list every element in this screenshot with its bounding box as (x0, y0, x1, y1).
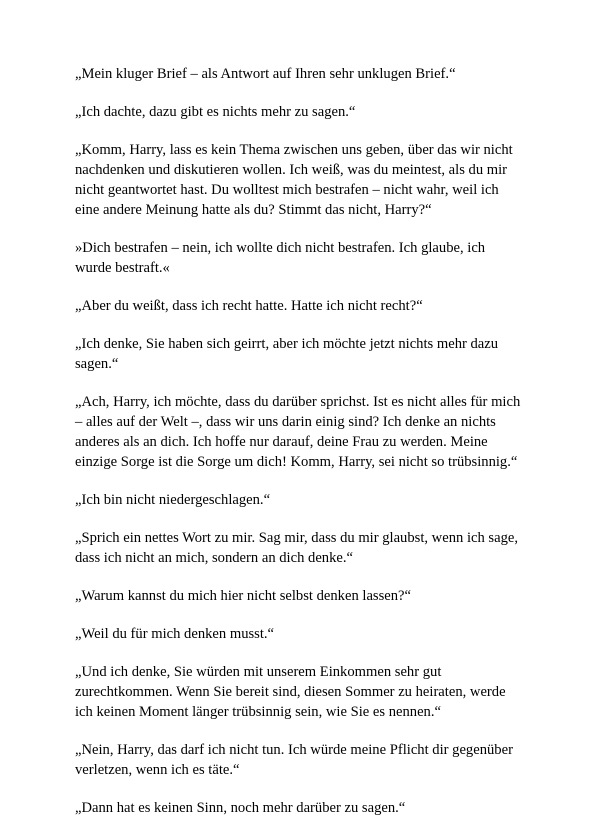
text-line: „Aber du weißt, dass ich recht hatte. Hatte ich nicht recht?“ (75, 298, 423, 314)
text-line: nachdenken und diskutieren wollen. Ich weiß, was du meintest, als du mir (75, 162, 508, 178)
paragraph-9 (75, 528, 545, 568)
text-line: eine andere Meinung hatte als du? Stimmt das nicht, Harry?“ (75, 202, 432, 218)
text-line: „Und ich denke, Sie würden mit unserem Einkommen sehr gut (75, 664, 442, 680)
paragraph-7 (75, 392, 545, 472)
paragraph-1 (75, 64, 545, 84)
paragraph-12 (75, 662, 545, 722)
text-line: »Dich bestrafen – nein, ich wollte dich nicht bestrafen. Ich glaube, ich (75, 240, 486, 256)
text-line: „Sprich ein nettes Wort zu mir. Sag mir, dass du mir glaubst, wenn ich sage, (75, 530, 518, 546)
paragraph-3 (75, 140, 545, 220)
text-line: „Nein, Harry, das darf ich nicht tun. Ich würde meine Pflicht dir gegenüber (75, 742, 513, 758)
paragraph-6 (75, 334, 545, 374)
text-line: ich keinen Moment länger trübsinnig sein, wie Sie es nennen.“ (75, 704, 441, 720)
paragraph-2 (75, 102, 545, 122)
text-line: „Warum kannst du mich hier nicht selbst denken lassen?“ (75, 588, 412, 604)
text-line: „Ich dachte, dazu gibt es nichts mehr zu sagen.“ (75, 104, 356, 120)
paragraph-11 (75, 624, 545, 644)
text-line: „Mein kluger Brief – als Antwort auf Ihren sehr unklugen Brief.“ (75, 66, 456, 82)
paragraph-14 (75, 798, 545, 818)
text-line: zurechtkommen. Wenn Sie bereit sind, diesen Sommer zu heiraten, werde (75, 684, 506, 700)
document-page (75, 64, 545, 836)
text-line: „Ach, Harry, ich möchte, dass du darüber sprichst. Ist es nicht alles für mich (75, 394, 521, 410)
text-line: „Weil du für mich denken musst.“ (75, 626, 275, 642)
text-line: wurde bestraft.« (75, 260, 170, 276)
text-line: nicht geantwortet hast. Du wolltest mich bestrafen – nicht wahr, weil ich (75, 182, 499, 198)
text-line: einzige Sorge ist die Sorge um dich! Komm, Harry, sei nicht so trübsinnig.“ (75, 454, 518, 470)
text-line: „Ich bin nicht niedergeschlagen.“ (75, 492, 271, 508)
text-line: verletzen, wenn ich es täte.“ (75, 762, 240, 778)
text-line: „Dann hat es keinen Sinn, noch mehr darüber zu sagen.“ (75, 800, 406, 816)
paragraph-13 (75, 740, 545, 780)
text-line: anderes als an dich. Ich hoffe nur darauf, deine Frau zu werden. Meine (75, 434, 488, 450)
paragraph-5 (75, 296, 545, 316)
paragraph-4 (75, 238, 545, 278)
paragraph-10 (75, 586, 545, 606)
text-line: dass ich nicht an mich, sondern an dich denke.“ (75, 550, 354, 566)
text-line: sagen.“ (75, 356, 119, 372)
text-line: „Komm, Harry, lass es kein Thema zwischen uns geben, über das wir nicht (75, 142, 513, 158)
paragraph-8 (75, 490, 545, 510)
text-line: – alles auf der Welt –, dass wir uns darin einig sind? Ich denke an nichts (75, 414, 496, 430)
text-line: „Ich denke, Sie haben sich geirrt, aber ich möchte jetzt nichts mehr dazu (75, 336, 499, 352)
